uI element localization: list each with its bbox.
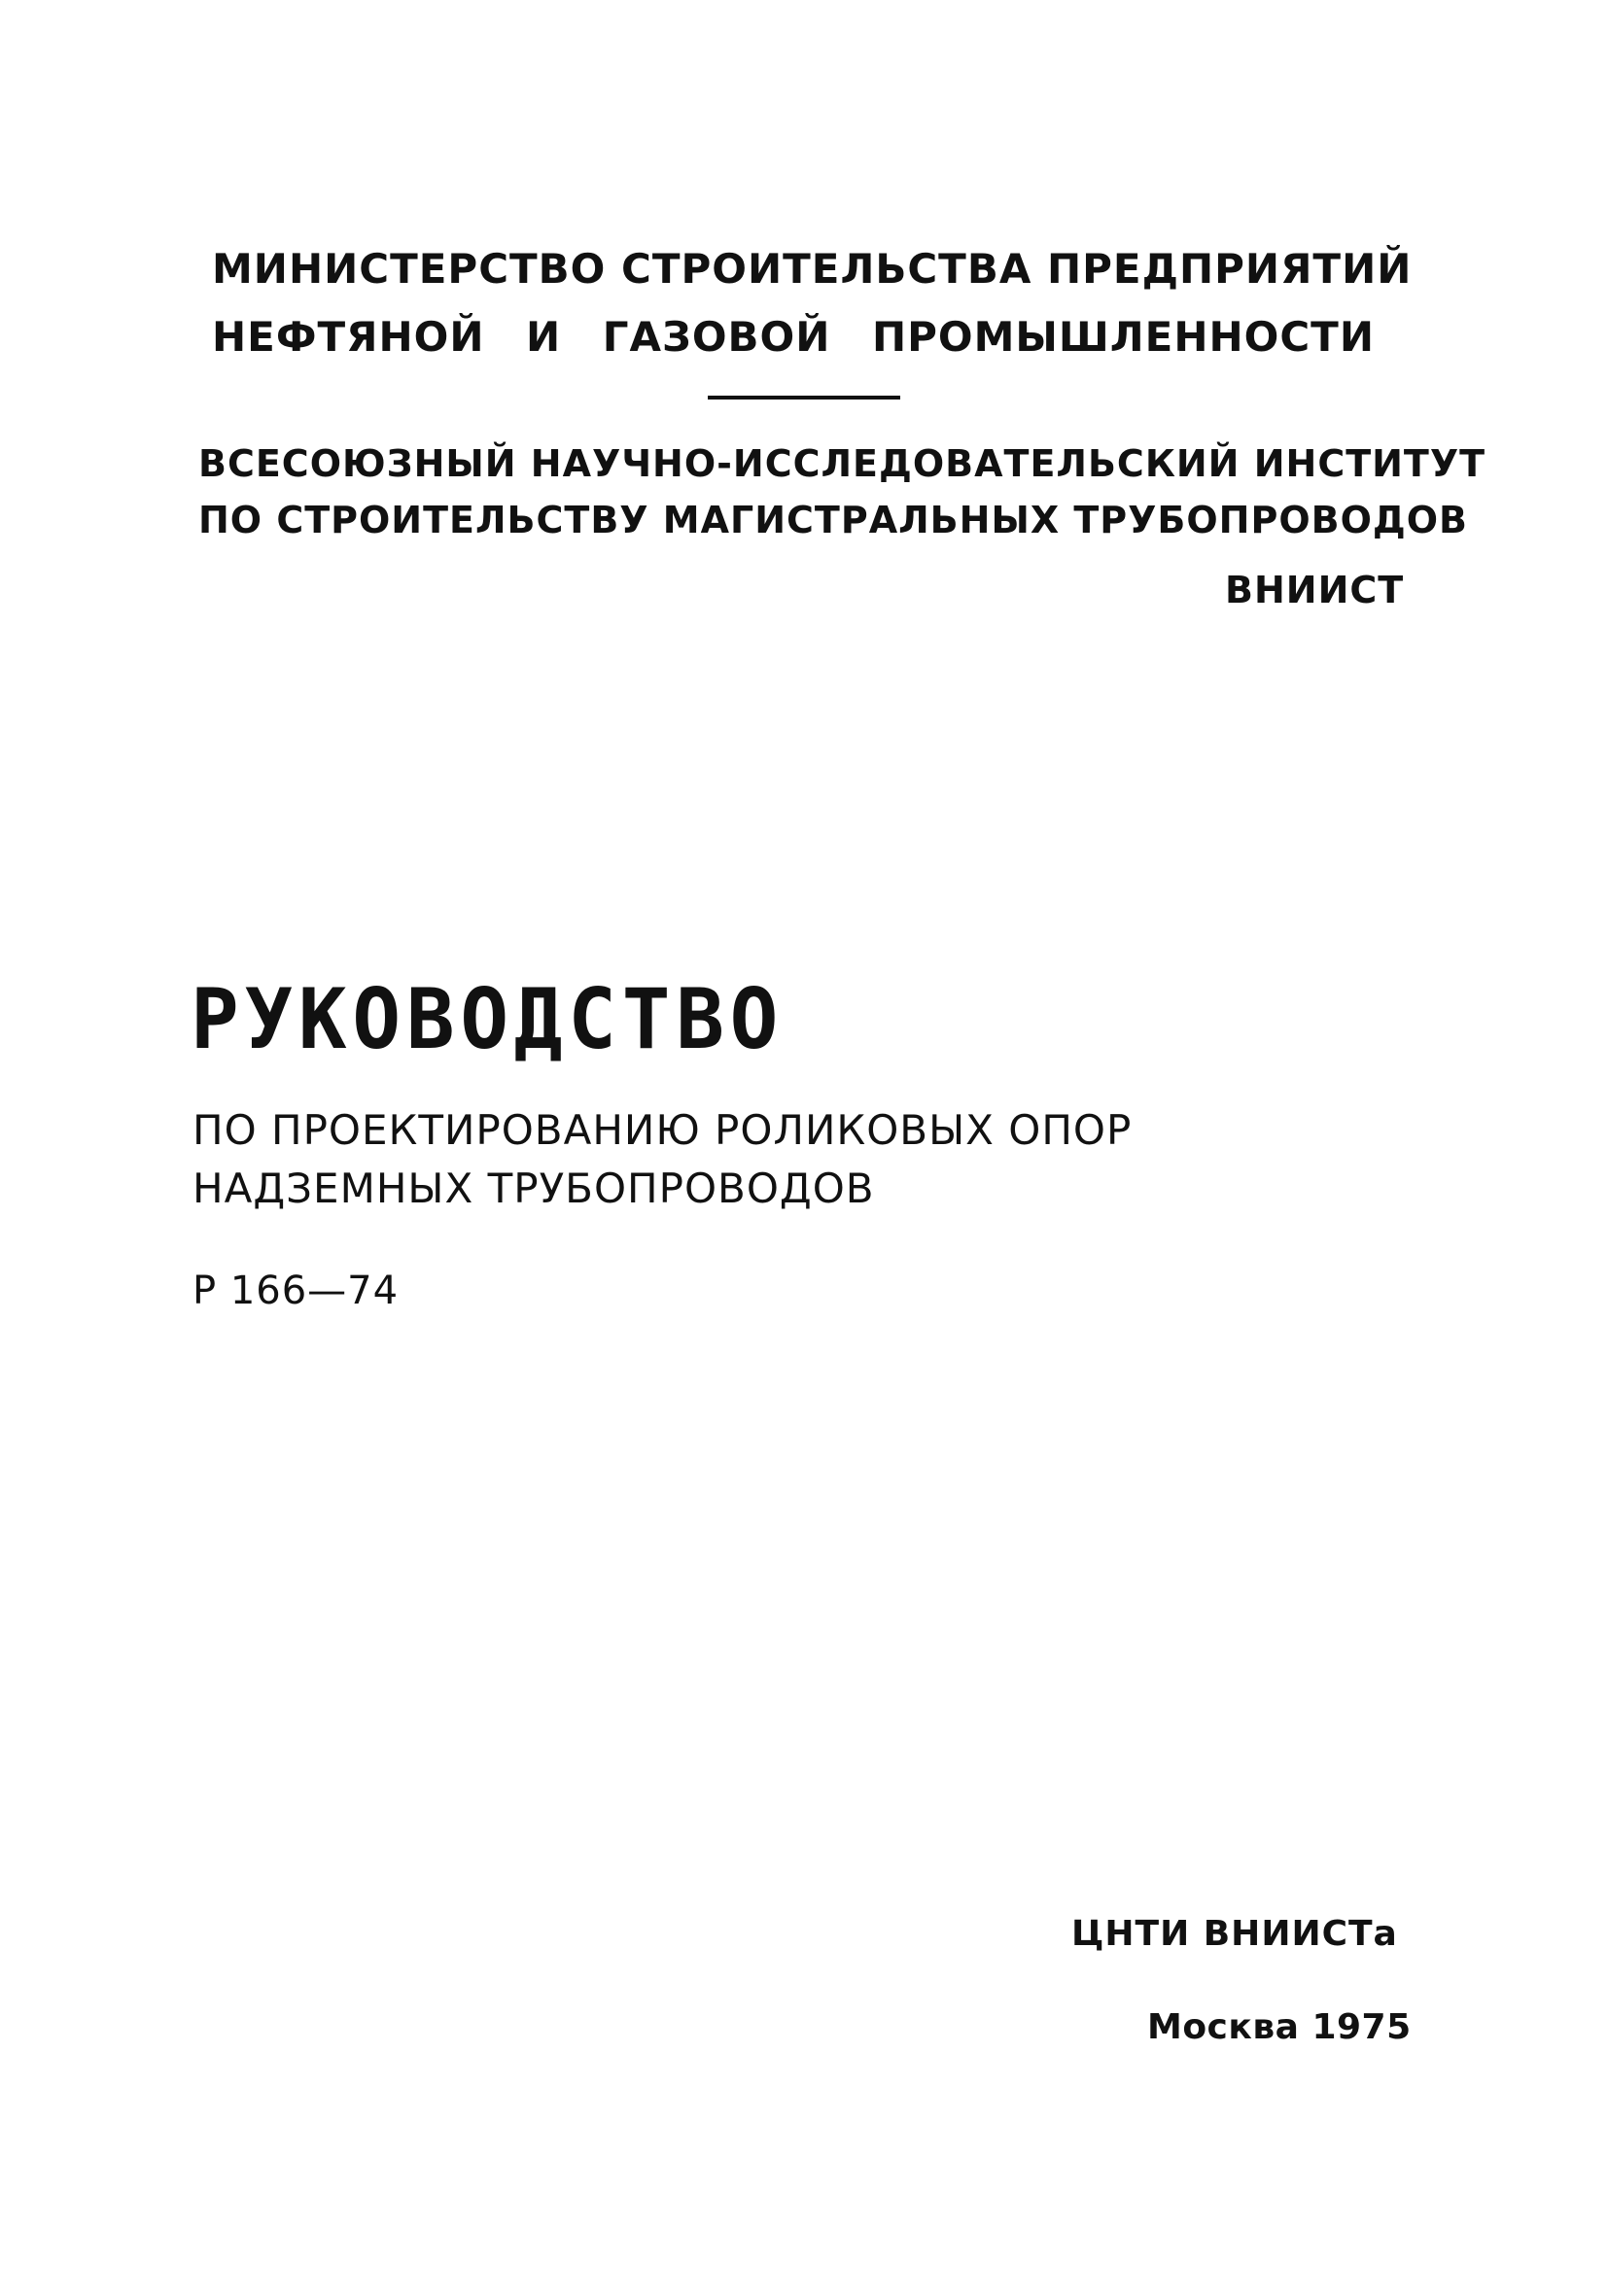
document-code: Р 166—74 bbox=[192, 1269, 400, 1313]
institute-line-2: ПО СТРОИТЕЛЬСТВУ МАГИСТРАЛЬНЫХ ТРУБОПРОВОДОВ bbox=[198, 499, 1469, 541]
ministry-word-4: ПРОМЫШЛЕННОСТИ bbox=[871, 313, 1375, 361]
ministry-word-2: И bbox=[526, 313, 562, 361]
ministry-word-1: НЕФТЯНОЙ bbox=[212, 313, 485, 361]
document-subtitle-line-2: НАДЗЕМНЫХ ТРУБОПРОВОДОВ bbox=[192, 1165, 875, 1212]
ministry-word-3: ГАЗОВОЙ bbox=[602, 313, 831, 361]
institute-abbreviation: ВНИИСТ bbox=[1225, 569, 1405, 611]
document-subtitle-line-1: ПО ПРОЕКТИРОВАНИЮ РОЛИКОВЫХ ОПОР bbox=[192, 1106, 1133, 1154]
ministry-line-1: МИНИСТЕРСТВО СТРОИТЕЛЬСТВА ПРЕДПРИЯТИЙ bbox=[212, 245, 1413, 293]
institute-line-1: ВСЕСОЮЗНЫЙ НАУЧНО-ИССЛЕДОВАТЕЛЬСКИЙ ИНСТИТУТ bbox=[198, 442, 1486, 485]
ministry-line-2 bbox=[212, 313, 1375, 361]
document-title: РУКОВОДСТВО bbox=[191, 971, 785, 1068]
publisher-name: ЦНТИ ВНИИСТа bbox=[1071, 1914, 1398, 1954]
header-divider bbox=[708, 396, 900, 400]
publication-place-year: Москва 1975 bbox=[1147, 2007, 1412, 2047]
